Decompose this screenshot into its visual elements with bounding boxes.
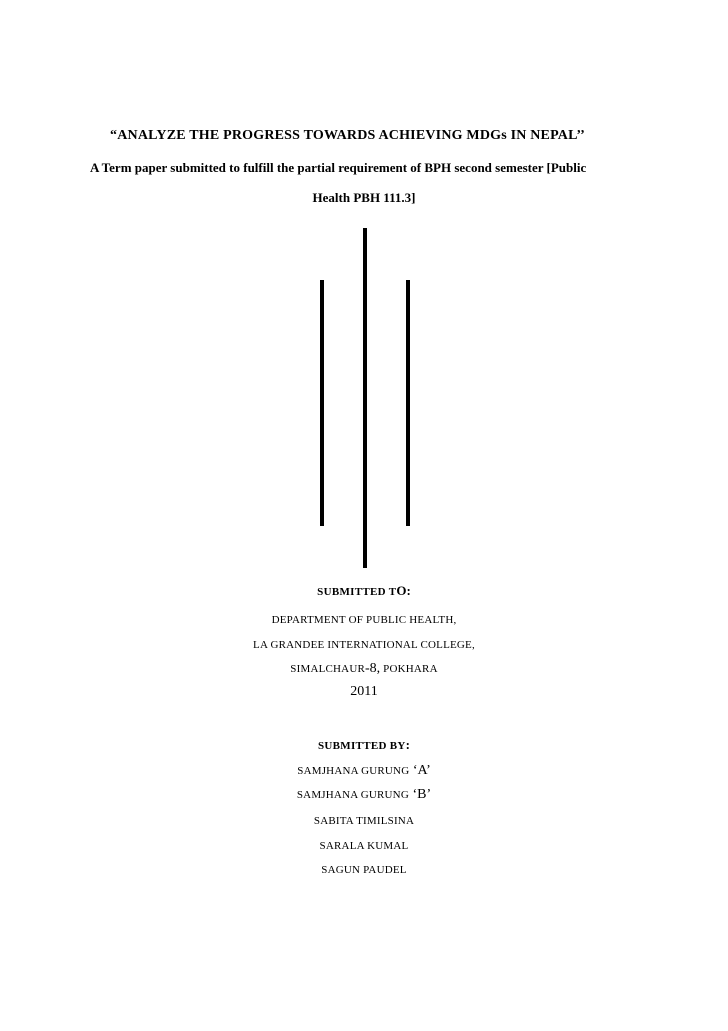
year-text: 2011 (350, 684, 378, 699)
submitted-to-heading-prefix: SUBMITTED T (317, 586, 397, 598)
submitted-to-heading (0, 582, 728, 600)
document-subtitle-line-1: A Term paper submitted to fulfill the partial requirement of BPH second semester [Public (90, 160, 587, 175)
address-number: -8, (365, 661, 381, 676)
submitted-by-heading (0, 736, 728, 754)
member-name: SAMJHANA GURUNG (297, 765, 410, 777)
member-line-3 (0, 811, 728, 829)
college-text: LA GRANDEE INTERNATIONAL COLLEGE, (253, 639, 475, 651)
submitted-by-heading-suffix: : (405, 737, 410, 752)
member-line-5 (0, 860, 728, 878)
submitted-to-heading-suffix: O: (396, 583, 411, 598)
department-text: DEPARTMENT OF PUBLIC HEALTH, (271, 614, 457, 626)
member-name: SABITA TIMILSINA (313, 815, 415, 827)
member-group: ‘B’ (408, 787, 432, 802)
address-line (0, 659, 728, 677)
member-line-4 (0, 836, 728, 854)
decorative-bar-left (320, 280, 324, 526)
department-line (0, 610, 728, 628)
member-name: SAMJHANA GURUNG (296, 789, 409, 801)
member-name: SAGUN PAUDEL (321, 864, 407, 876)
college-line (0, 635, 728, 653)
document-subtitle-line-2: Health PBH 111.3] (312, 190, 416, 205)
member-name: SARALA KUMAL (319, 840, 409, 852)
member-group: ‘A’ (409, 763, 431, 778)
submitted-by-heading-prefix: SUBMITTED BY (318, 740, 406, 752)
year-line (0, 682, 728, 700)
address-city: POKHARA (380, 663, 438, 675)
member-line-2 (0, 785, 728, 803)
address-prefix: SIMALCHAUR (290, 663, 366, 675)
decorative-bar-right (406, 280, 410, 526)
member-line-1 (0, 761, 728, 779)
decorative-bar-center (363, 228, 367, 568)
document-title: “ANALYZE THE PROGRESS TOWARDS ACHIEVING MDGs IN NEPAL’’ (110, 128, 586, 143)
